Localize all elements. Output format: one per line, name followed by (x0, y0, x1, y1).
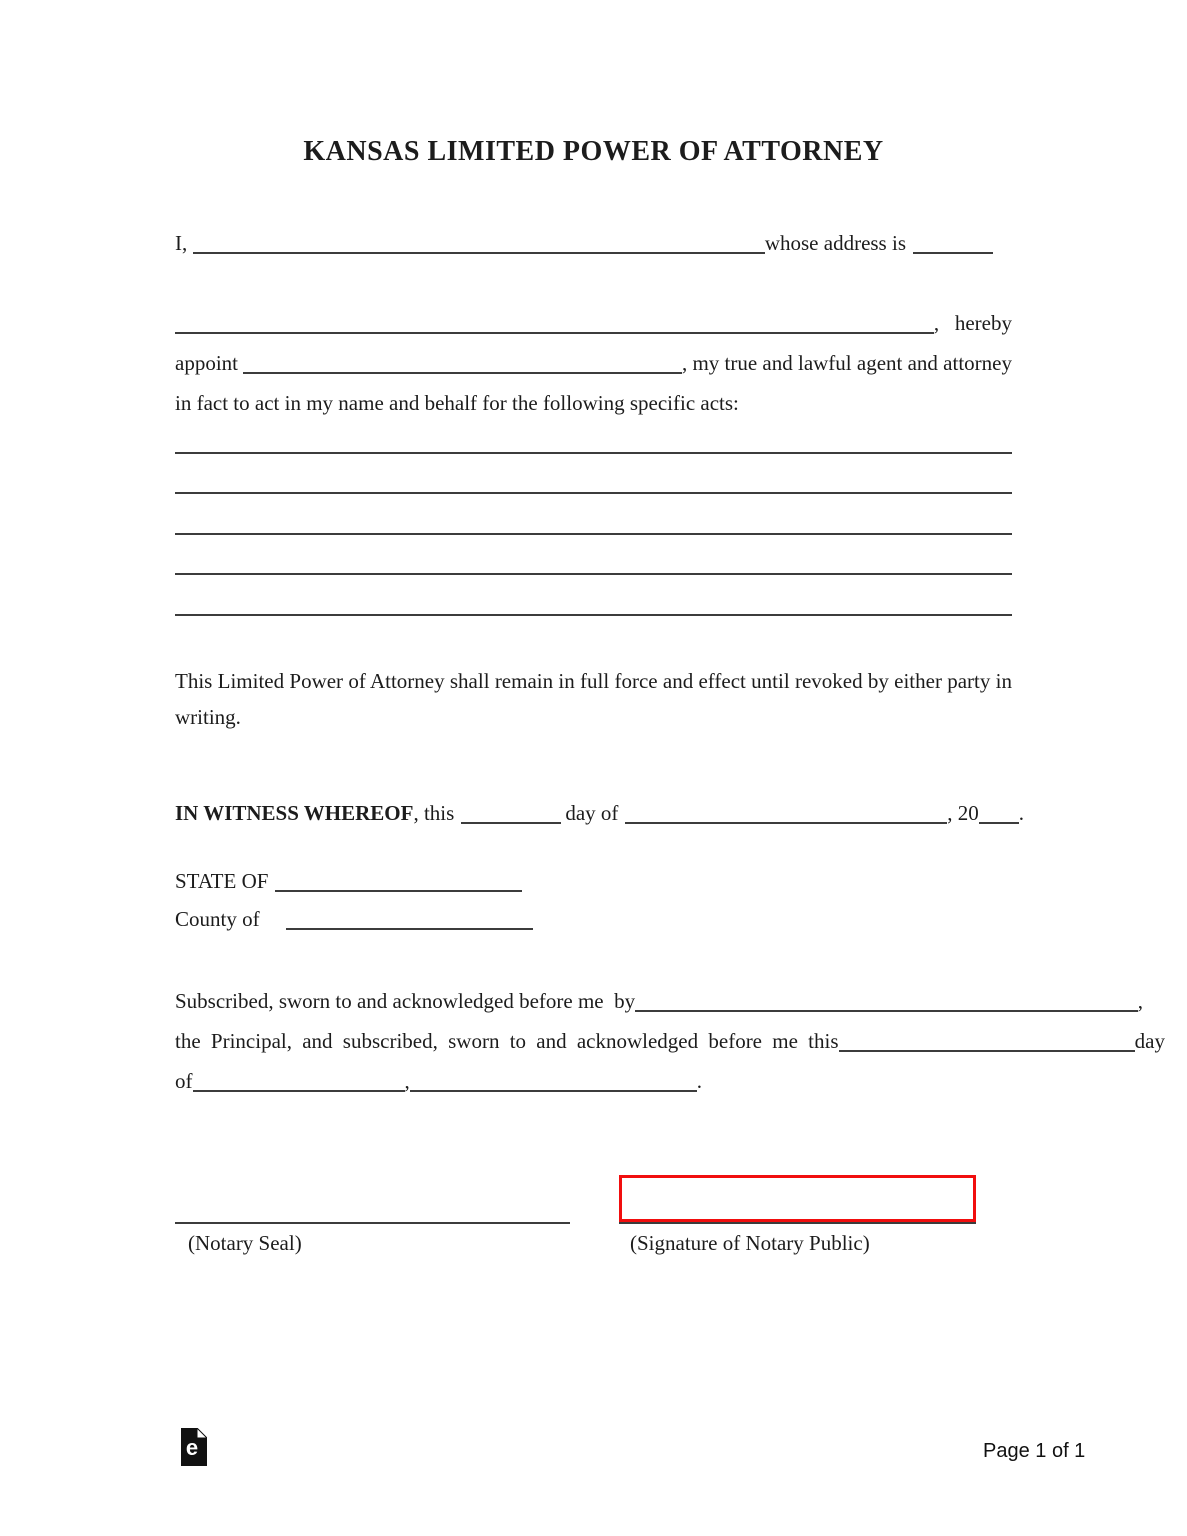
acknowledgment-row-3 (175, 1061, 702, 1101)
specific-acts-line-5[interactable] (175, 614, 1012, 616)
witness-day-of-label: day of (565, 801, 619, 825)
notary-seal-line[interactable] (175, 1222, 570, 1224)
acknowledgment-day-label: day (1134, 1029, 1165, 1053)
principal-acknowledged-field[interactable] (635, 1010, 1138, 1012)
acknowledgment-period: . (696, 1069, 702, 1093)
acknowledgment-line2-label: the Principal, and subscribed, sworn to and acknowledged before me this (175, 1029, 839, 1053)
notary-signature-line (619, 1222, 976, 1224)
witness-day-number-field[interactable] (461, 822, 561, 824)
witness-this-label: , this (413, 801, 455, 825)
hereby-label: , hereby (933, 311, 1012, 335)
witness-whereof-label: IN WITNESS WHEREOF (175, 801, 414, 825)
witness-year-label: , 20 (947, 801, 979, 825)
specific-acts-line-2[interactable] (175, 492, 1012, 494)
address-field-continued[interactable] (175, 332, 934, 334)
witness-month-field[interactable] (625, 822, 947, 824)
acknowledgment-line1-label: Subscribed, sworn to and acknowledged before me by (175, 989, 636, 1013)
address-continued-row (175, 303, 1012, 343)
principal-name-field[interactable] (193, 252, 765, 254)
acknowledgment-comma: , (404, 1069, 410, 1093)
county-field[interactable] (286, 928, 533, 930)
notary-signature-field-highlight[interactable] (619, 1175, 976, 1222)
state-row (175, 861, 522, 901)
county-row (175, 899, 533, 939)
acknowledgment-of-label: of (175, 1069, 193, 1093)
acknowledgment-day-field[interactable] (839, 1050, 1135, 1052)
witness-year-field[interactable] (979, 822, 1019, 824)
page-title: KANSAS LIMITED POWER OF ATTORNEY (303, 136, 884, 167)
witness-period: . (1018, 801, 1024, 825)
duration-clause: This Limited Power of Attorney shall remain in full force and effect until revoked by either party in writing. (175, 669, 1012, 729)
i-label: I, (175, 231, 193, 255)
specific-acts-line-1[interactable] (175, 452, 1012, 454)
notary-seal-caption: (Notary Seal) (188, 1231, 302, 1255)
specific-acts-line-4[interactable] (175, 573, 1012, 575)
specific-acts-line-3[interactable] (175, 533, 1012, 535)
notary-signature-caption: (Signature of Notary Public) (630, 1231, 870, 1255)
page-indicator: Page 1 of 1 (983, 1440, 1086, 1462)
eforms-logo-icon (181, 1428, 207, 1466)
acts-intro-row (175, 383, 1012, 423)
appoint-row (175, 343, 1012, 383)
acknowledgment-month-field[interactable] (193, 1090, 405, 1092)
whose-address-label: whose address is (764, 231, 906, 255)
acknowledgment-line1-comma: , (1137, 989, 1143, 1013)
county-of-label: County of (175, 907, 260, 931)
address-field-start[interactable] (913, 252, 993, 254)
witness-row (175, 793, 1024, 833)
agent-clause-label: , my true and lawful agent and attorney (681, 351, 1012, 375)
logo-letter: e (185, 1435, 199, 1460)
agent-name-field[interactable] (243, 372, 682, 374)
acts-intro-label: in fact to act in my name and behalf for the following specific acts: (175, 391, 739, 415)
appoint-label: appoint (175, 351, 244, 375)
state-field[interactable] (275, 890, 522, 892)
principal-name-row (175, 223, 993, 263)
state-of-label: STATE OF (175, 869, 269, 893)
acknowledgment-row-2 (175, 1021, 1165, 1061)
acknowledgment-row-1 (175, 981, 1143, 1021)
acknowledgment-year-field[interactable] (410, 1090, 697, 1092)
